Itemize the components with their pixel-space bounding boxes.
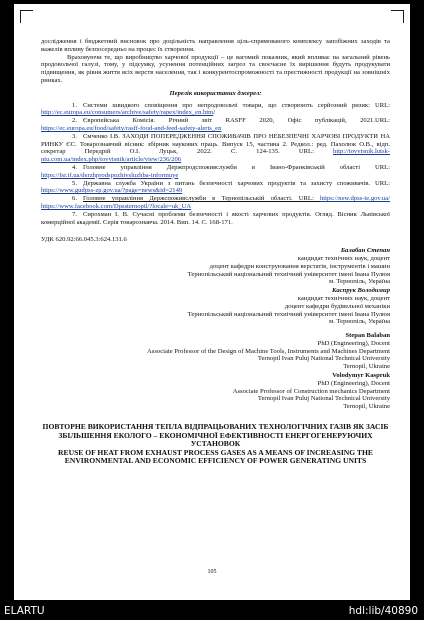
reference-number: 7. — [72, 210, 77, 218]
footer-bar — [0, 600, 424, 620]
reference-number: 4. — [72, 163, 77, 171]
reference-number: 5. — [72, 179, 77, 187]
reference-item — [41, 133, 390, 164]
page-number: 105 — [207, 569, 217, 575]
reference-item — [41, 117, 390, 133]
author-affiliation-line: Тернопільський національний технічний університет імені Івана Пулюя — [187, 270, 390, 278]
corner-mark-top-right — [391, 10, 404, 23]
author-block — [41, 372, 390, 411]
paragraph: дослідження і бюджетний висновок про доцільність направлення ціль-спрямованого комплексу запобіжних заходів та важелів впливу безпосередньо на процес їх створення. — [41, 38, 390, 53]
author-name: Stepan Balaban — [345, 332, 390, 340]
author-affiliation-line: доцент кафедри будівельної механіки — [284, 302, 390, 310]
author-affiliation-line: кандидат технічних наук, доцент — [297, 294, 390, 302]
author-affiliation-line: Ternopil, Ukraine — [343, 363, 390, 371]
author-name: Volodymyr Kaspruk — [332, 372, 390, 380]
author-affiliation-line: Ternopil, Ukraine — [343, 403, 390, 411]
author-affiliation-line: м. Тернопіль, Україна — [328, 278, 390, 286]
references-title: Перелік використаних джерел: — [169, 89, 262, 97]
authors-ua — [41, 247, 390, 326]
author-affiliation-line: кандидат технічних наук, доцент — [297, 254, 390, 262]
authors-en — [41, 332, 390, 411]
author-name: Балабан Степан — [340, 247, 390, 255]
author-block — [41, 247, 390, 286]
author-affiliation-line: Associate Professor of Construction mechanics Department — [232, 387, 390, 395]
corner-mark-top-left — [20, 10, 33, 23]
author-block — [41, 287, 390, 326]
reference-text: Європейська Комісія. Річний звіт RASFF 2020, Офіс публікацій, 2021.URL: — [83, 117, 390, 125]
reference-number: 1. — [72, 101, 77, 109]
reference-item — [41, 211, 390, 227]
heading-en: REUSE OF HEAT FROM EXHAUST PROCESS GASES AS A MEANS OF INCREASING THE ENVIRONMENTAL AND ECONOMIC EFFICIENCY OF POWER GENERATING UNITS — [58, 447, 373, 466]
reference-link[interactable]: http://tovvisnik.lutsk-ntu.com.ua/index.php/tovvisnik/article/view/236/206 — [41, 148, 390, 164]
udk-code: УДК 620.92:66.045.3:624.131.6 — [41, 236, 127, 244]
reference-text: Державна служба України з питань безпечності харчових продуктів та захисту споживачів. URL: — [83, 179, 390, 187]
reference-link[interactable]: https://new.dpss-te.gov.ua/ https://www.facebook.com/Dpssternopil/?locale=uk_UA — [41, 195, 390, 210]
reference-text: Сирохман І. В. Сучасні проблеми безпечності і якості харчових продуктів. Огляд. Вісник Львівської комерційної академії. Серія товарознавча. 2014. Вип. 14. С. 168-171. — [41, 210, 390, 226]
author-affiliation-line: PhD (Engineering), Docent — [317, 379, 390, 387]
author-affiliation-line: PhD (Engineering), Docent — [317, 339, 390, 347]
author-affiliation-line: Тернопільський національний технічний університет імені Івана Пулюя — [187, 310, 390, 318]
author-affiliation-line: Ternopil Ivan Puluj National Technical University — [257, 395, 390, 403]
author-name: Каспрук Володимир — [331, 287, 390, 295]
reference-number: 2. — [72, 117, 77, 125]
reference-number: 6. — [72, 195, 77, 203]
reference-link[interactable]: https://www.gudpss-zp.gov.ua/?page=news&id=2149 — [41, 187, 183, 195]
reference-link[interactable]: https://fsr.if.ua/derzhprodspozhivsluzhba-informuye — [41, 171, 179, 179]
author-block — [41, 332, 390, 371]
reference-text: Системи швидкого сповіщення про непродовольчі товари, що створюють серйозний ризик: URL: — [83, 101, 390, 109]
author-affiliation-line: Ternopil Ivan Puluj National Technical University — [257, 355, 390, 363]
reference-text: Головне управління Держспоживслужби в Тернопільській області. URL: — [83, 195, 320, 203]
document-page — [14, 4, 410, 600]
reference-item — [41, 164, 390, 180]
paragraph: Враховуючи те, що виробництво харчової продукції – це вагомий показник, який впливає на загальний рівень продовольчої галузі, тому, у підсумку, усунення потенційних загроз та своєчасне їх вирішення будуть продукувати підвищення, як рівня життя всіх верств населення, так і конкурентоспроможності та престижності продукції на зовнішніх ринках. — [41, 53, 390, 84]
reference-text: Головне управління Держпродспоживслужби в Івано-Франківській області URL: — [83, 163, 390, 171]
repository-name: ELARTU — [4, 605, 45, 617]
author-affiliation-line: Associate Professor of the Design of Machine Tools, Instruments and Machines Department — [147, 347, 390, 355]
handle-id: hdl:lib/40890 — [348, 605, 418, 617]
reference-number: 3. — [72, 132, 77, 140]
reference-link[interactable]: https://ec.europa.eu/food/safety/rasff-food-and-feed-safety-alerts_en — [41, 124, 222, 132]
reference-suffix: / — [213, 109, 216, 117]
heading-ua: ПОВТОРНЕ ВИКОРИСТАННЯ ТЕПЛА ВІДПРАЦЬОВАНИХ ТЕХНОЛОГІЧНИХ ГАЗІВ ЯК ЗАСІБ ЗБІЛЬШЕННЯ ЕКОЛОГО – ЕКОНОМІЧНОЇ ЕФЕКТИВНОСТІ ЕНЕРГОГЕНЕРУЮЧИХ УСТАНОВОК — [42, 422, 389, 449]
reference-text: Смченко І.В. ЗАХОДИ ПОПЕРЕДЖЕННЯ СПОЖИВАЧІВ ПРО НЕБЕЗПЕЧНІ ХАРЧОВІ ПРОДУКТИ НА РИНКУ ЄС. Товарознавчий вісник: збірник наукових праць. Випуск 15, частина 2. Редкол.: ред. Пахолюк О.В., відп. секретар Передрій О.І. Луцьк, 2022. С. 124-135. URL: — [41, 132, 390, 156]
references-list — [41, 102, 390, 227]
reference-item — [41, 195, 390, 211]
reference-item — [41, 102, 390, 118]
author-affiliation-line: доцент кафедри конструювання верстатів, інструментів і машин — [209, 262, 390, 270]
reference-link[interactable]: http://ec.europa.eu/consumers/archive/safety/rapex/index_en.htm — [41, 109, 214, 117]
author-affiliation-line: м. Тернопіль, Україна — [328, 318, 390, 326]
reference-item — [41, 180, 390, 196]
